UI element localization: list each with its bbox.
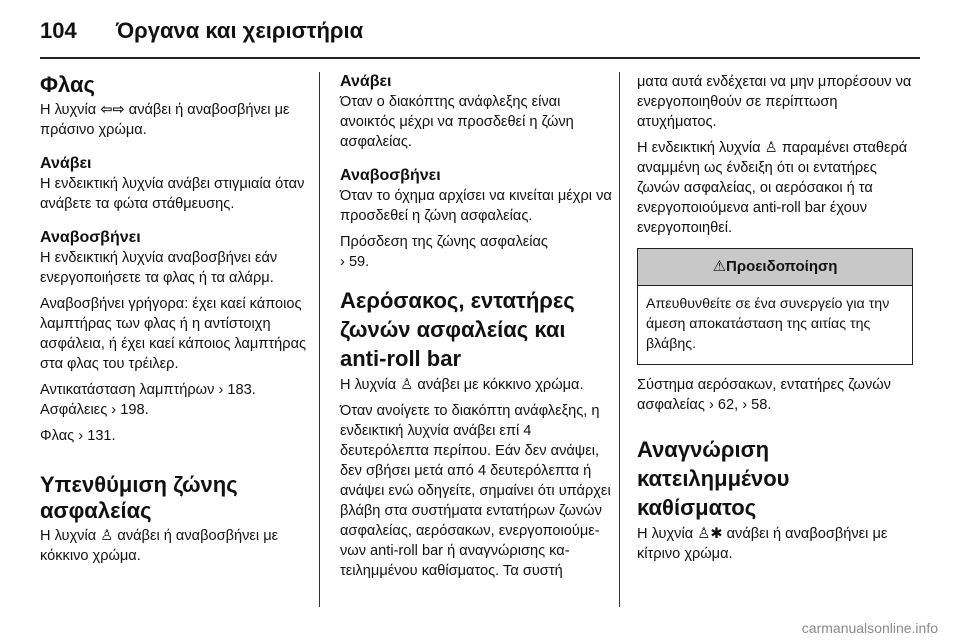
seatbelt-paragraph: Η λυχνία ♙ ανάβει ή αναβοσβήνει με κόκκινο χρώμα.: [40, 528, 279, 564]
chapter-title: Όργανα και χειριστήρια: [116, 18, 364, 43]
subsection-title-blink: Αναβοσβήνει: [340, 167, 441, 184]
airbag-icon: ♙: [764, 140, 778, 156]
blink-paragraph: Όταν το όχημα αρχίσει να κινείται μέχρι να προσδεθεί η ζώνη ασφαλείας.: [340, 188, 612, 224]
subsection-title-on: Ανάβει: [40, 155, 92, 172]
reference-arrow-icon: ›: [78, 428, 84, 444]
continued-paragraph: ματα αυτά ενδέχεται να μην μπορέσουν να ενεργοποιηθούν σε περίπτωση ατυχήματος.: [637, 74, 912, 130]
blink-paragraph-1: Η ενδεικτική λυχνία αναβοσβήνει εάν ενεργοποιήσετε τα φλας ή τα αλάρμ.: [40, 250, 278, 286]
section-title-seatbelt: Υπενθύμιση ζώνης ασφαλείας: [40, 472, 238, 523]
column-divider: [619, 72, 620, 607]
seat-detection-paragraph: Η λυχνία ♙✱ ανάβει ή αναβοσβήνει με κίτρινο χρώμα.: [637, 526, 888, 562]
section-title-airbag: Αερόσακος, εντατήρες ζωνών ασφαλείας και anti-roll bar: [340, 288, 575, 371]
warning-title: Προειδοποίηση: [726, 258, 838, 275]
page-header: [40, 14, 363, 48]
section-title-seat-detection: Αναγνώριση κατειλημμένου καθίσματος: [637, 437, 790, 520]
lamp-paragraph: Η ενδεικτική λυχνία ♙ παραμένει σταθερά αναμμένη ως ένδειξη ότι οι εντατήρες ζωνών ασφαλείας, οι αερόσακοι ή τα ενεργοποιούμενα anti-roll bar έχουν ενεργοποιηθεί.: [637, 140, 908, 236]
seat-occupancy-icon: ♙✱: [697, 526, 723, 542]
airbag-icon: ♙: [400, 377, 414, 393]
reference-arrow-icon: ›: [111, 402, 117, 418]
seatbelt-icon: ♙: [100, 528, 114, 544]
warning-text: Απευθυνθείτε σε ένα συνεργείο για την άμεση αποκατάσταση της αιτίας της βλάβης.: [646, 296, 890, 352]
cross-reference[interactable]: Πρόσδεση της ζώνης ασφαλείας › 59.: [340, 234, 548, 270]
cross-reference[interactable]: Σύστημα αερόσακων, εντατήρες ζωνών ασφαλείας › 62, › 58.: [637, 377, 891, 413]
warning-header: [638, 249, 912, 286]
turn-signal-icon: ⇦⇨: [100, 102, 125, 118]
page-number: 104: [40, 18, 77, 43]
reference-arrow-icon: ›: [708, 397, 714, 413]
subsection-title-on: Ανάβει: [340, 73, 392, 90]
on-paragraph: Όταν ο διακόπτης ανάφλεξης είναι ανοικτός μέχρι να προσδεθεί η ζώνη ασφαλείας.: [340, 94, 574, 150]
column-divider: [319, 72, 320, 607]
reference-arrow-icon: ›: [218, 382, 224, 398]
on-paragraph: Η ενδεικτική λυχνία ανάβει στιγμιαία όταν ανάβετε τα φώτα στάθμευσης.: [40, 176, 305, 212]
airbag-body-paragraph: Όταν ανοίγετε το διακόπτη ανάφλεξης, η ενδεικτική λυχνία ανάβει επί 4 δευτερόλεπτα περίπου. Εάν δεν ανάψει, δεν σβήσει μετά από 4 δευτερόλεπτα ή ανάψει ενώ οδηγείτε, σημαίνει ότι υπάρχει βλάβη στα συστήματα εντατήρων ζωνών ασφαλείας, αερόσακων, ενεργοποιούμενων anti-roll bar ή αναγνώρισης κατειλημμένου καθίσματος. Τα συστή: [340, 403, 611, 579]
column-2: [340, 72, 616, 587]
subsection-title-blink: Αναβοσβήνει: [40, 229, 141, 246]
reference-arrow-icon: ›: [340, 254, 345, 270]
flash-paragraph: Η λυχνία ⇦⇨ ανάβει ή αναβοσβήνει με πράσινο χρώμα.: [40, 102, 290, 138]
cross-reference[interactable]: Ασφάλειες › 198.: [40, 402, 149, 418]
airbag-lamp-paragraph: Η λυχνία ♙ ανάβει με κόκκινο χρώμα.: [340, 377, 584, 393]
reference-arrow-icon: ›: [742, 397, 748, 413]
column-1: [40, 72, 316, 572]
blink-paragraph-2: Αναβοσβήνει γρήγορα: έχει καεί κάποιος λαμπτήρας των φλας ή η αντίστοιχη ασφάλεια, ή έχει καεί κάποιος λαμπτήρας στα φλας του τρέιλερ.: [40, 296, 307, 372]
warning-triangle-icon: ⚠: [712, 258, 727, 275]
cross-reference[interactable]: Φλας › 131.: [40, 428, 116, 444]
watermark: carmanualsonline.info: [801, 620, 938, 636]
warning-box: [637, 248, 913, 365]
header-rule: [40, 57, 920, 59]
section-title-flash: Φλας: [40, 72, 95, 97]
cross-reference[interactable]: Αντικατάσταση λαμπτήρων › 183.: [40, 382, 256, 398]
column-3: [637, 72, 913, 570]
